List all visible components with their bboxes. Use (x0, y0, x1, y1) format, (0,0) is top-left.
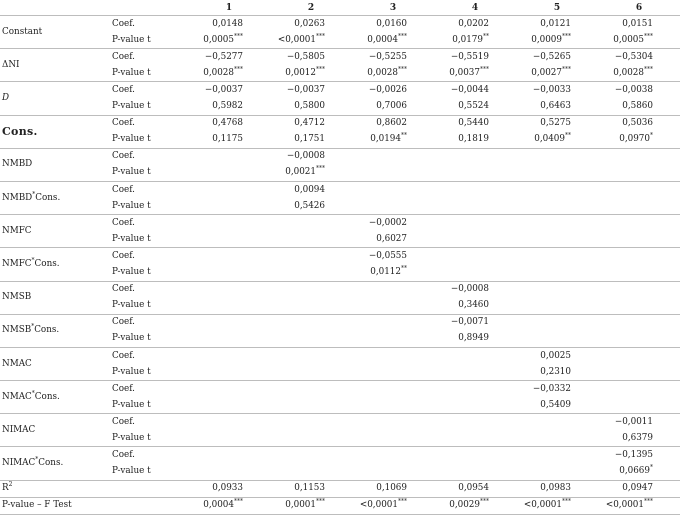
table-cell (516, 264, 598, 281)
significance-stars: *** (480, 498, 489, 506)
statistic-label: Coef. (110, 414, 188, 431)
column-header: 5 (553, 2, 561, 13)
statistic-label: Coef. (110, 314, 188, 331)
table-cell: 0,0933 (188, 480, 270, 497)
table-cell (270, 447, 352, 464)
table-cell: −0,0002 (352, 215, 434, 232)
variable-label-text: ΔNI (2, 59, 20, 70)
summary-label: P-value – F Test (0, 497, 188, 514)
table-row (0, 215, 680, 232)
significance-stars: *** (562, 498, 571, 506)
table-cell (188, 148, 270, 165)
table-cell (434, 248, 516, 265)
variable-label (0, 82, 110, 115)
significance-stars: *** (644, 66, 653, 73)
statistic-label: Coef. (110, 347, 188, 364)
table-cell: −0,0332 (516, 381, 598, 398)
significance-stars: *** (234, 66, 243, 73)
statistic-label: P-value t (112, 399, 151, 410)
table-cell (188, 264, 270, 281)
table-cell (270, 298, 352, 315)
table-row (0, 447, 680, 464)
table-cell (352, 165, 434, 182)
table-cell (188, 248, 270, 265)
table-cell: 0,0028*** (367, 66, 407, 78)
table-cell (434, 148, 516, 165)
table-cell: 0,6379 (622, 432, 653, 443)
statistic-label: P-value t (112, 432, 151, 443)
statistic-label: P-value t (112, 200, 151, 211)
table-row (0, 314, 680, 331)
significance-stars: *** (316, 32, 325, 40)
table-cell: 0,1153 (270, 480, 352, 497)
table-cell: 0,0001*** (270, 497, 352, 514)
table-cell (516, 447, 598, 464)
table-cell (516, 248, 598, 265)
table-cell (598, 298, 680, 315)
table-cell (188, 331, 270, 348)
table-cell (188, 397, 270, 414)
table-cell: 0,0005*** (203, 32, 243, 45)
interaction-star: * (35, 456, 39, 464)
table-cell: 0,0202 (434, 16, 516, 33)
variable-label (0, 248, 110, 281)
table-cell (516, 231, 598, 248)
table-row (0, 148, 680, 165)
table-cell: 0,5440 (434, 115, 516, 132)
table-cell (188, 430, 270, 447)
table-cell: −0,0026 (352, 82, 434, 99)
significance-stars: *** (316, 498, 325, 506)
significance-stars: * (650, 132, 653, 140)
variable-label (0, 215, 110, 248)
variable-label (0, 16, 110, 49)
statistic-label: P-value t (112, 233, 151, 244)
table-cell: 0,0983 (516, 480, 598, 497)
table-cell (434, 181, 516, 198)
variable-label (0, 314, 110, 347)
statistic-label: Coef. (110, 281, 188, 298)
table-cell (352, 364, 434, 381)
table-cell (270, 314, 352, 331)
table-cell: 0,0012*** (285, 66, 325, 78)
table-cell: −0,0033 (516, 82, 598, 99)
significance-stars: * (650, 464, 653, 472)
significance-stars: ** (401, 132, 407, 140)
variable-label-text: D (2, 93, 10, 104)
table-row (0, 248, 680, 265)
table-cell (516, 414, 598, 431)
table-cell: 0,5426 (294, 200, 325, 211)
statistic-label: P-value t (112, 134, 151, 145)
table-cell (598, 364, 680, 381)
header-row (0, 0, 680, 16)
table-cell: 0,5982 (212, 101, 243, 112)
statistic-label: Coef. (110, 16, 188, 33)
table-cell: 0,4712 (270, 115, 352, 132)
column-header: 2 (307, 2, 315, 13)
significance-stars: *** (562, 66, 571, 73)
interaction-star: * (31, 257, 35, 265)
table-cell (270, 248, 352, 265)
table-cell (434, 381, 516, 398)
table-cell: 0,1819 (458, 134, 489, 145)
header-blank-stat (110, 0, 188, 16)
column-header: 1 (225, 2, 233, 13)
significance-stars: ** (401, 265, 407, 273)
table-cell: 0,5860 (622, 101, 653, 112)
table-cell (434, 347, 516, 364)
variable-label-text: NMSB (2, 292, 32, 303)
significance-stars: *** (644, 32, 653, 40)
table-cell: 0,0028*** (613, 66, 653, 78)
statistic-label: P-value t (112, 333, 151, 344)
table-row (0, 82, 680, 99)
table-row (0, 16, 680, 33)
table-cell: 0,5036 (598, 115, 680, 132)
table-cell (352, 414, 434, 431)
table-cell: 0,1751 (294, 134, 325, 145)
table-cell (352, 430, 434, 447)
table-cell (270, 215, 352, 232)
variable-label (0, 447, 110, 480)
table-cell (516, 281, 598, 298)
table-cell: 0,0021*** (285, 165, 325, 178)
table-cell (270, 414, 352, 431)
table-row (0, 49, 680, 66)
table-cell: 0,0151 (598, 16, 680, 33)
table-cell: 0,0005*** (613, 32, 653, 45)
table-cell (516, 331, 598, 348)
table-cell (516, 314, 598, 331)
table-cell: 0,0179** (452, 32, 489, 45)
table-cell: <0,0001*** (598, 497, 680, 514)
significance-stars: *** (398, 498, 407, 506)
table-cell (352, 447, 434, 464)
table-cell (352, 148, 434, 165)
significance-stars: *** (480, 66, 489, 73)
interaction-star: * (32, 190, 36, 198)
table-cell: 0,1175 (212, 134, 243, 145)
summary-row (0, 480, 680, 497)
table-cell: −0,5519 (434, 49, 516, 66)
table-cell: 0,0004*** (367, 32, 407, 45)
table-cell (598, 148, 680, 165)
table-cell: <0,0001*** (277, 32, 325, 45)
table-cell (188, 281, 270, 298)
table-cell: 0,0148 (188, 16, 270, 33)
table-cell (270, 347, 352, 364)
table-cell (270, 264, 352, 281)
statistic-label: P-value t (112, 101, 151, 112)
table-cell (598, 165, 680, 182)
table-cell: 0,0263 (270, 16, 352, 33)
table-cell (434, 364, 516, 381)
table-cell (352, 397, 434, 414)
variable-label-text: NMAC*Cons. (2, 389, 60, 402)
table-cell: 0,8949 (458, 333, 489, 344)
table-cell (516, 298, 598, 315)
table-cell (188, 215, 270, 232)
statistic-label: P-value t (112, 466, 151, 477)
summary-label: $R^2$ (0, 480, 188, 497)
table-cell (598, 248, 680, 265)
variable-label-text: Cons. (2, 124, 38, 138)
table-cell (352, 314, 434, 331)
table-cell (352, 464, 434, 481)
table-cell: 0,7006 (376, 101, 407, 112)
variable-label-text: NIMAC (2, 424, 36, 435)
variable-label-text: NMBD*Cons. (2, 190, 61, 203)
table-cell (598, 397, 680, 414)
table-cell: −0,5805 (270, 49, 352, 66)
table-cell: −0,5255 (352, 49, 434, 66)
table-cell: −0,0011 (598, 414, 680, 431)
table-row (0, 181, 680, 198)
table-cell: 0,0004*** (188, 497, 270, 514)
table-cell (516, 430, 598, 447)
table-cell (188, 381, 270, 398)
table-row (0, 414, 680, 431)
table-cell: 0,6463 (540, 101, 571, 112)
table-cell: 0,4768 (188, 115, 270, 132)
table-cell (434, 198, 516, 215)
table-cell: 0,0025 (516, 347, 598, 364)
statistic-label: Coef. (110, 181, 188, 198)
table-cell: 0,0947 (598, 480, 680, 497)
variable-label-text: NIMAC*Cons. (2, 456, 64, 469)
table-cell (270, 464, 352, 481)
table-cell: <0,0001*** (352, 497, 434, 514)
statistic-label: Coef. (110, 447, 188, 464)
table-cell: 0,5524 (458, 101, 489, 112)
table-cell (188, 364, 270, 381)
table-row (0, 115, 680, 132)
table-cell (352, 347, 434, 364)
significance-stars: *** (234, 498, 243, 506)
table-cell: 0,8602 (352, 115, 434, 132)
table-cell (598, 381, 680, 398)
significance-stars: ** (483, 32, 489, 40)
table-cell: −0,0044 (434, 82, 516, 99)
variable-label-text: Constant (2, 26, 43, 37)
significance-stars: *** (398, 66, 407, 73)
table-cell: 0,0028*** (203, 66, 243, 78)
table-cell (352, 331, 434, 348)
table-cell (598, 264, 680, 281)
statistic-label: Coef. (110, 115, 188, 132)
table-cell: 0,0669* (619, 464, 653, 477)
variable-label (0, 414, 110, 447)
table-row (0, 347, 680, 364)
table-cell (516, 148, 598, 165)
table-cell (352, 198, 434, 215)
table-cell (598, 231, 680, 248)
variable-label (0, 347, 110, 380)
statistic-label: Coef. (110, 381, 188, 398)
table-cell (270, 430, 352, 447)
statistic-label: Coef. (110, 248, 188, 265)
statistic-label: P-value t (112, 34, 151, 45)
table-row (0, 381, 680, 398)
table-cell: 0,0112** (370, 265, 407, 278)
superscript-two: 2 (8, 481, 13, 489)
table-cell: 0,0409** (534, 132, 571, 145)
table-cell (352, 181, 434, 198)
table-cell: −0,0038 (598, 82, 680, 99)
table-cell (270, 397, 352, 414)
statistic-label: P-value t (112, 267, 151, 278)
variable-label (0, 148, 110, 181)
summary-row (0, 497, 680, 514)
table-cell (188, 198, 270, 215)
statistic-label: P-value t (112, 300, 151, 311)
table-cell: 0,0009*** (531, 32, 571, 45)
table-cell (188, 314, 270, 331)
table-cell (188, 298, 270, 315)
table-cell (434, 215, 516, 232)
table-cell (598, 281, 680, 298)
variable-label-text: NMFC*Cons. (2, 257, 60, 269)
table-cell (188, 414, 270, 431)
table-cell: −0,5265 (516, 49, 598, 66)
table-cell: −0,5304 (598, 49, 680, 66)
table-cell: −0,0037 (270, 82, 352, 99)
table-cell: 0,0970* (619, 132, 653, 145)
interaction-star: * (31, 389, 35, 397)
significance-stars: *** (562, 32, 571, 40)
table-cell (188, 447, 270, 464)
table-cell (352, 381, 434, 398)
table-cell (434, 447, 516, 464)
table-cell (352, 281, 434, 298)
table-cell (188, 464, 270, 481)
table-cell: 0,5409 (540, 399, 571, 410)
table-cell: 0,0037*** (449, 66, 489, 78)
column-header: 3 (389, 2, 397, 13)
table-cell: 0,1069 (352, 480, 434, 497)
table-cell (434, 231, 516, 248)
table-body (0, 16, 680, 515)
statistic-label: Coef. (110, 148, 188, 165)
statistic-label: Coef. (110, 215, 188, 232)
table-cell: 0,6027 (376, 233, 407, 244)
table-cell: −0,5277 (188, 49, 270, 66)
table-cell: 0,5800 (294, 101, 325, 112)
variable-label (0, 49, 110, 82)
table-cell (516, 181, 598, 198)
header-blank-var (0, 0, 110, 16)
table-cell: <0,0001*** (516, 497, 598, 514)
table-cell (434, 464, 516, 481)
significance-stars: *** (644, 498, 653, 506)
significance-stars: *** (234, 32, 243, 40)
table-cell: 0,0121 (516, 16, 598, 33)
table-cell: 0,5275 (516, 115, 598, 132)
table-cell (598, 215, 680, 232)
table-cell (188, 231, 270, 248)
variable-label (0, 281, 110, 314)
table-cell (598, 314, 680, 331)
table-cell (270, 364, 352, 381)
table-cell (598, 347, 680, 364)
table-cell (434, 264, 516, 281)
table-cell: 0,0029*** (434, 497, 516, 514)
significance-stars: *** (316, 165, 325, 173)
variable-label-text: NMAC (2, 358, 32, 369)
table-cell (270, 281, 352, 298)
table-cell: 0,3460 (458, 300, 489, 311)
table-cell (188, 181, 270, 198)
table-cell (516, 165, 598, 182)
significance-stars: ** (565, 132, 571, 140)
table-cell (434, 397, 516, 414)
variable-label-text: NMBD (2, 159, 33, 170)
statistic-label: Coef. (110, 82, 188, 99)
statistic-label: P-value t (112, 167, 151, 178)
table-cell: −0,0008 (270, 148, 352, 165)
table-cell (516, 464, 598, 481)
interaction-star: * (31, 323, 35, 331)
table-cell (598, 331, 680, 348)
significance-stars: *** (316, 66, 325, 73)
table-cell: 0,0160 (352, 16, 434, 33)
table-cell: −0,0037 (188, 82, 270, 99)
variable-label (0, 381, 110, 414)
variable-label-text: NMSB*Cons. (2, 323, 60, 336)
table-cell (598, 181, 680, 198)
table-cell (434, 430, 516, 447)
statistic-label: P-value t (112, 67, 151, 78)
statistic-label: Coef. (110, 49, 188, 66)
table-cell (598, 198, 680, 215)
table-cell: 0,0194** (370, 132, 407, 145)
table-cell (434, 165, 516, 182)
variable-label (0, 115, 110, 148)
statistic-label: P-value t (112, 366, 151, 377)
table-cell: 0,0027*** (531, 66, 571, 78)
variable-label (0, 181, 110, 214)
table-cell (188, 165, 270, 182)
table-cell (434, 414, 516, 431)
table-cell: −0,0555 (352, 248, 434, 265)
table-row (0, 281, 680, 298)
significance-stars: *** (398, 32, 407, 40)
table-cell (516, 198, 598, 215)
table-cell (516, 215, 598, 232)
variable-label-text: NMFC (2, 225, 32, 236)
column-header: 4 (471, 2, 479, 13)
table-cell: 0,0954 (434, 480, 516, 497)
column-header: 6 (635, 2, 643, 13)
table-cell: −0,1395 (598, 447, 680, 464)
table-cell: 0,2310 (540, 366, 571, 377)
table-cell: −0,0008 (434, 281, 516, 298)
table-cell: 0,0094 (270, 181, 352, 198)
table-cell (270, 331, 352, 348)
table-cell (270, 231, 352, 248)
table-cell (188, 347, 270, 364)
table-cell (270, 381, 352, 398)
table-cell: −0,0071 (434, 314, 516, 331)
table-cell (352, 298, 434, 315)
